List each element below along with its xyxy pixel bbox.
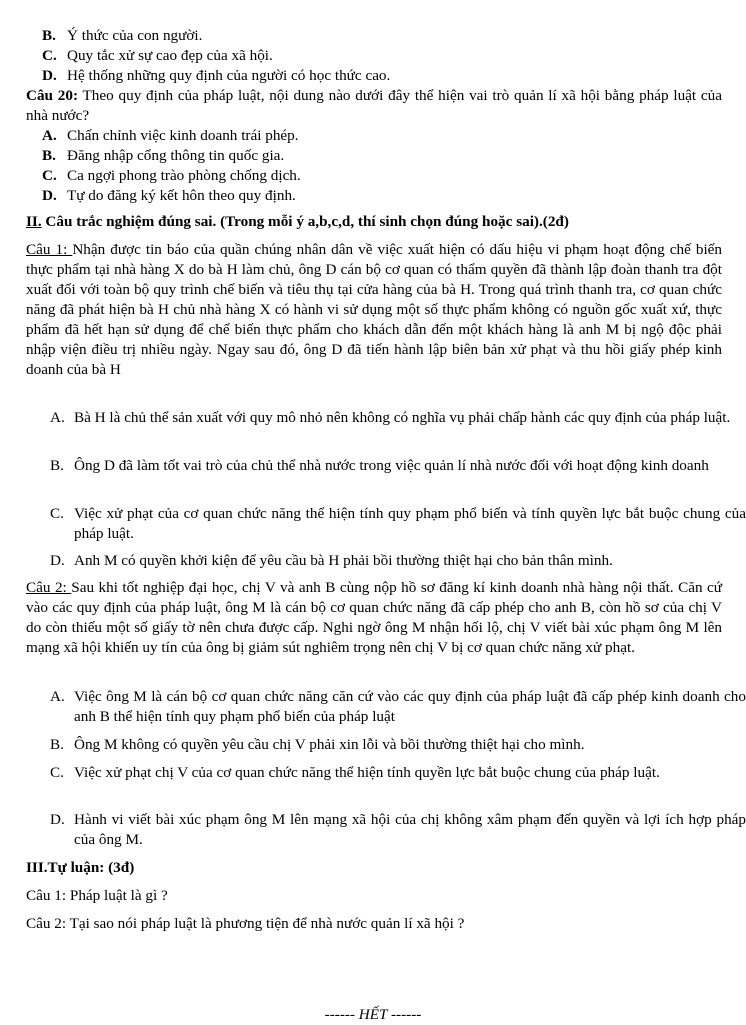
tf2-stem (26, 578, 722, 658)
option-letter: C. (42, 167, 57, 184)
essay-question-2: Câu 2: Tại sao nói pháp luật là phương tiện để nhà nước quản lí xã hội ? (26, 915, 465, 932)
option-text: Tự do đăng ký kết hôn theo quy định. (67, 187, 296, 204)
tf2-text: Sau khi tốt nghiệp đại học, chị V và anh B cùng nộp hồ sơ đăng kí kinh doanh nhà hàng nội thất. Căn cứ vào các quy định của pháp luật, ông M là cán bộ cơ quan chức năng đã cấp phép cho anh B, còn hồ sơ của chị V do còn thiếu một số giấy tờ nên chưa được cấp. Nghi ngờ ông M nhận hối lộ, chị V viết bài xúc phạm ông M lên mạng xã hội khiến uy tín của ông bị giảm sút nghiêm trọng nên chị V bị cơ quan chức năng xử phạt. (26, 579, 723, 656)
tf1-option-d (50, 551, 746, 571)
tf1-option-a (50, 408, 746, 428)
tf1-text: Nhận được tin báo của quần chúng nhân dân về việc xuất hiện có dấu hiệu vi phạm hoạt động chế biến thực phẩm tại nhà hàng X do bà H làm chủ, ông D cán bộ cơ quan có thẩm quyền đã thành lập đoàn thanh tra đột xuất đối với toàn bộ quy trình chế biến và tiêu thụ tại cửa hàng của bà H. Trong quá trình thanh tra, cơ quan chức năng đã phát hiện bà H chủ nhà hàng X có hành vi sử dụng một số thực phẩm không có nguồn gốc xuất xứ, thực phẩm đã hết hạn sử dụng để chế biến thực phẩm cho khách dẫn đến một khách hàng là anh M bị ngộ độc phải nhập viện điều trị nhiều ngày. Ngay sau đó, ông D đã tiến hành lập biên bản xử phạt và thu hồi giấy phép kinh doanh của bà H (26, 241, 723, 378)
q20-text: Theo quy định của pháp luật, nội dung nào dưới đây thể hiện vai trò quản lí xã hội bằng pháp luật của nhà nước? (26, 87, 722, 124)
option-text: Việc ông M là cán bộ cơ quan chức năng căn cứ vào các quy định của pháp luật đã cấp phép kinh doanh cho anh B thể hiện tính quy phạm phổ biến của pháp luật (74, 688, 746, 725)
end-marker: ------ HẾT ------ (324, 1006, 422, 1023)
q20-stem (26, 86, 722, 126)
option-letter: D. (42, 67, 57, 84)
option-text: Việc xử phạt chị V của cơ quan chức năng thể hiện tính quyền lực bắt buộc chung của pháp luật. (74, 764, 660, 781)
option-letter: D. (50, 552, 65, 569)
option-text: Chấn chỉnh việc kinh doanh trái phép. (67, 127, 299, 144)
option-text: Ông D đã làm tốt vai trò của chủ thể nhà nước trong việc quản lí nhà nước đối với hoạt động kinh doanh (74, 457, 709, 474)
q20-option-c (42, 166, 732, 186)
option-text: Quy tắc xử sự cao đẹp của xã hội. (67, 47, 273, 64)
option-letter: D. (42, 187, 57, 204)
option-letter: D. (50, 811, 65, 828)
option-text: Việc xử phạt của cơ quan chức năng thể hiện tính quy phạm phổ biến và tính quyền lực bắt buộc chung của pháp luật. (74, 505, 746, 542)
option-text: Ông M không có quyền yêu cầu chị V phải xin lỗi và bồi thường thiệt hại cho mình. (74, 736, 585, 753)
tf2-option-d (50, 810, 746, 850)
tf2-option-b (50, 735, 746, 755)
q20-label: Câu 20: (26, 87, 79, 104)
q20-option-a (42, 126, 732, 146)
section-2-title: Câu trắc nghiệm đúng sai. (Trong mỗi ý a,b,c,d, thí sinh chọn đúng hoặc sai).(2đ) (41, 213, 569, 230)
option-text: Hành vi viết bài xúc phạm ông M lên mạng xã hội của chị không xâm phạm đến quyền và lợi ích hợp pháp của ông M. (74, 811, 746, 848)
q19-option-b (42, 26, 732, 46)
option-letter: B. (50, 736, 64, 753)
tf1-label: Câu 1: (26, 241, 73, 258)
option-text: Hệ thống những quy định của người có học thức cao. (67, 67, 391, 84)
tf1-stem (26, 240, 722, 380)
option-text: Bà H là chủ thể sản xuất với quy mô nhỏ nên không có nghĩa vụ phải chấp hành các quy định của pháp luật. (74, 409, 731, 426)
option-letter: C. (42, 47, 57, 64)
q19-option-d (42, 66, 732, 86)
tf2-option-a (50, 687, 746, 727)
option-letter: A. (42, 127, 57, 144)
option-letter: B. (42, 147, 56, 164)
option-text: Đăng nhập cổng thông tin quốc gia. (67, 147, 285, 164)
tf1-option-c (50, 504, 746, 544)
tf2-label: Câu 2: (26, 579, 72, 596)
section-3-heading: III.Tự luận: (3đ) (26, 859, 135, 876)
q20-option-d (42, 186, 732, 206)
option-letter: C. (50, 764, 64, 781)
essay-question-1: Câu 1: Pháp luật là gì ? (26, 887, 168, 904)
option-text: Anh M có quyền khởi kiện để yêu cầu bà H phải bồi thường thiệt hại cho bản thân mình. (74, 552, 613, 569)
tf1-option-b (50, 456, 746, 476)
option-text: Ý thức của con người. (67, 27, 203, 44)
q20-option-b (42, 146, 732, 166)
q19-option-c (42, 46, 732, 66)
section-2-roman: II. (26, 213, 42, 230)
option-letter: B. (42, 27, 56, 44)
option-letter: A. (50, 409, 65, 426)
option-text: Ca ngợi phong trào phòng chống dịch. (67, 167, 301, 184)
tf2-option-c (50, 763, 746, 783)
section-2-heading (26, 212, 726, 232)
option-letter: A. (50, 688, 65, 705)
option-letter: B. (50, 457, 64, 474)
option-letter: C. (50, 505, 64, 522)
